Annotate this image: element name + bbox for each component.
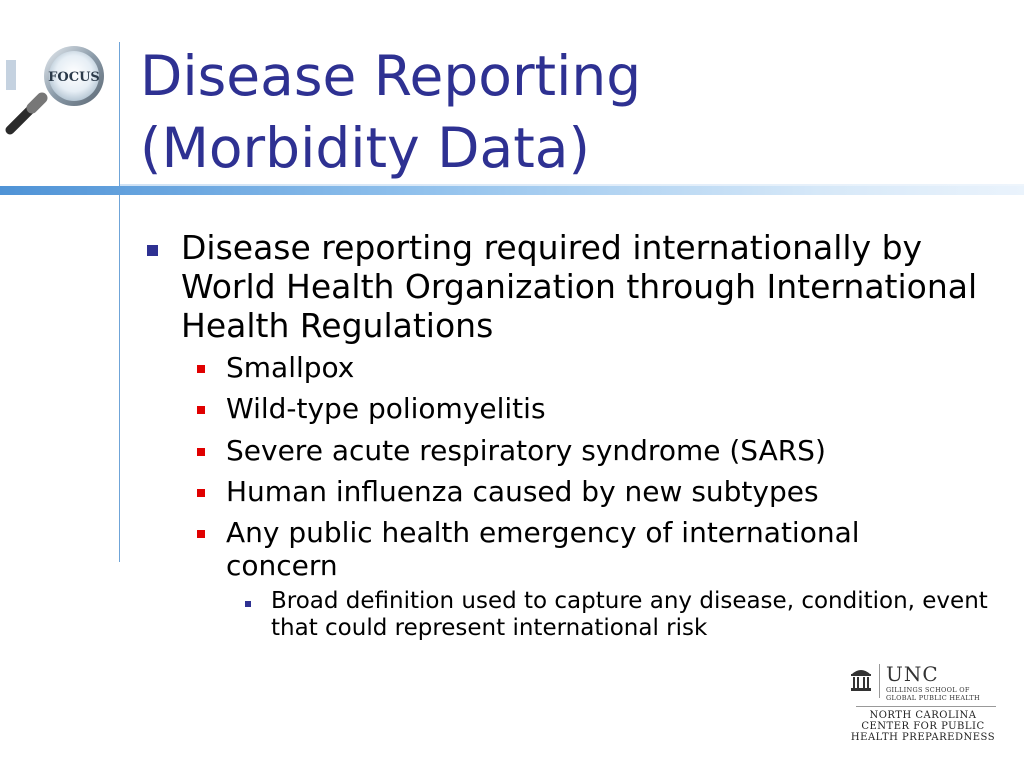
subbullet-item: Human influenza caused by new subtypes <box>226 475 819 508</box>
old-well-icon <box>850 666 872 692</box>
school-name-line-2: GLOBAL PUBLIC HEALTH <box>886 694 981 702</box>
svg-text:FOCUS: FOCUS <box>48 70 100 85</box>
slide-title <box>140 40 1000 184</box>
center-name-line-3: HEALTH PREPAREDNESS <box>850 732 996 743</box>
slide-title-line-1: Disease Reporting <box>140 44 642 108</box>
focus-logo <box>2 46 120 142</box>
subbullet-item: Wild-type poliomyelitis <box>226 392 546 425</box>
subbullet-marker <box>197 530 205 538</box>
subbullet-marker <box>197 448 205 456</box>
subsubbullet-marker <box>245 601 251 607</box>
school-name <box>886 686 1006 702</box>
logo-separator <box>879 664 880 698</box>
logo-rule <box>856 706 996 707</box>
subsubbullet-item: Broad definition used to capture any disease, condition, event that could represent international risk <box>271 588 988 641</box>
subbullet-item: Severe acute respiratory syndrome (SARS) <box>226 434 826 467</box>
unc-logo <box>848 662 1008 744</box>
subbullet-marker <box>197 365 205 373</box>
center-name-line-2: CENTER FOR PUBLIC <box>861 721 985 732</box>
bullet-item: Disease reporting required internationally by World Health Organization through International Health Regulations <box>181 228 978 345</box>
subbullet-marker <box>197 406 205 414</box>
subbullet-item: Smallpox <box>226 351 355 384</box>
slide-title-line-2: (Morbidity Data) <box>140 116 590 180</box>
magnifying-glass-icon <box>2 46 120 142</box>
subbullet-item: Any public health emergency of international concern <box>226 516 860 582</box>
bullet-marker-square <box>147 245 158 256</box>
center-name-line-1: NORTH CAROLINA <box>869 710 977 721</box>
unc-wordmark: UNC <box>886 662 939 686</box>
title-band <box>0 186 1024 195</box>
center-name <box>848 710 998 743</box>
school-name-line-1: GILLINGS SCHOOL OF <box>886 686 970 694</box>
subbullet-marker <box>197 489 205 497</box>
